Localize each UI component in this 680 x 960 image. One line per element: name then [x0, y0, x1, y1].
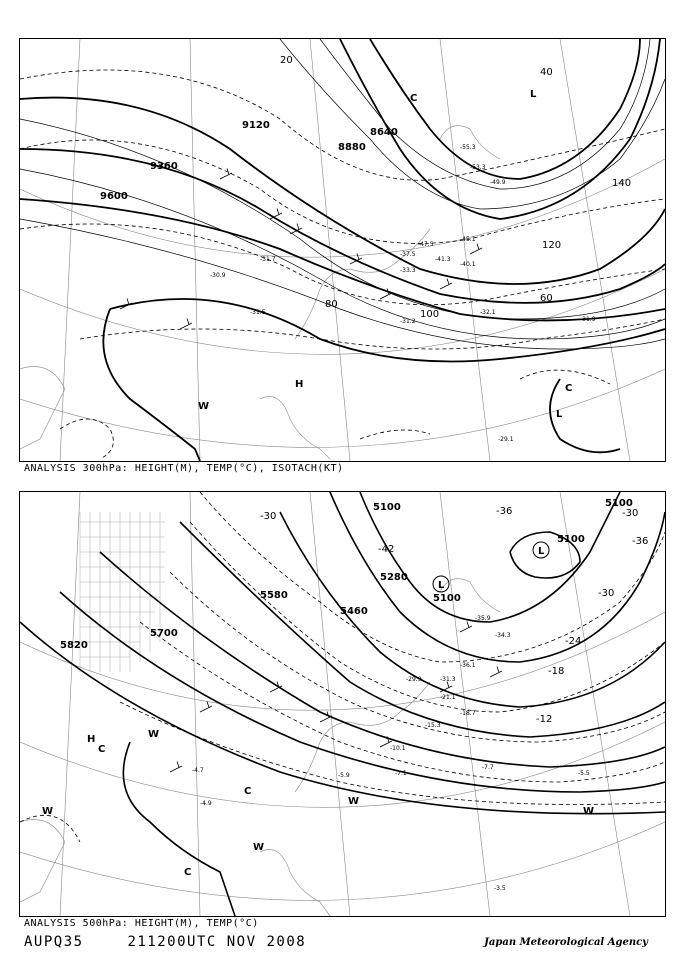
- temp-label: -10.1: [390, 745, 406, 752]
- pressure-centers-500: [42, 546, 594, 878]
- temp-label: -45.1: [460, 236, 476, 243]
- temp-label: -34.3: [495, 632, 511, 639]
- coastline: [20, 126, 500, 459]
- height-label: 5100: [433, 593, 461, 604]
- isotach-label: 120: [542, 240, 562, 251]
- pressure-center-cold: C: [565, 383, 573, 394]
- temp-label: -7.7: [482, 764, 494, 771]
- height-label: 5700: [150, 628, 178, 639]
- isotherm-label: -30: [598, 588, 615, 599]
- height-label: 5100: [605, 498, 633, 509]
- temp-label: -4.9: [200, 800, 212, 807]
- isotherms-300: [20, 70, 665, 459]
- footer-product-line: [24, 934, 306, 950]
- height-label: 9600: [100, 191, 128, 202]
- isotach-label: 140: [612, 178, 632, 189]
- temp-label: -49.9: [490, 179, 506, 186]
- temp-labels-300: [210, 144, 596, 443]
- map-300hpa-graphics: [20, 39, 665, 461]
- temp-label: -53.3: [470, 164, 486, 171]
- height-label: 5460: [340, 606, 368, 617]
- temp-label: -40.1: [460, 261, 476, 268]
- temp-label: -55.3: [460, 144, 476, 151]
- height-labels-300: [100, 120, 398, 202]
- map-500hpa: [19, 491, 666, 917]
- pressure-center-warm: W: [253, 842, 265, 853]
- temp-label: -31.3: [440, 676, 456, 683]
- temp-label: -41.3: [435, 256, 451, 263]
- isotherm-label: -42: [378, 544, 395, 555]
- isotherm-label: -30: [260, 511, 277, 522]
- temp-label: -5.9: [338, 772, 350, 779]
- temp-label: -29.9: [406, 676, 422, 683]
- pressure-center-high: H: [87, 734, 96, 745]
- temp-label: -4.7: [192, 767, 204, 774]
- height-label: 5580: [260, 590, 288, 601]
- pressure-center-warm: W: [148, 729, 160, 740]
- hatched-area: [80, 512, 165, 672]
- isotherm-label: -36: [496, 506, 513, 517]
- height-label: 9120: [242, 120, 270, 131]
- temp-label: -32.1: [480, 309, 496, 316]
- map-500hpa-graphics: [20, 492, 665, 916]
- height-labels-500: [60, 498, 633, 651]
- pressure-center-warm: W: [198, 401, 210, 412]
- caption-500hpa: ANALYSIS 500hPa: HEIGHT(M), TEMP(°C): [24, 918, 259, 929]
- isotach-label: 100: [420, 309, 440, 320]
- temp-label: -7.1: [395, 770, 407, 777]
- isotach-label: 60: [540, 293, 553, 304]
- isotherm-label: -36: [632, 536, 649, 547]
- temp-label: -5.5: [578, 770, 590, 777]
- temp-label: -18.7: [460, 710, 476, 717]
- pressure-center-low: L: [538, 546, 545, 557]
- height-label: 5100: [557, 534, 585, 545]
- pressure-center-low: L: [438, 580, 445, 591]
- temp-label: -3.5: [494, 885, 506, 892]
- temp-label: -31.5: [250, 309, 266, 316]
- pressure-center-low: L: [556, 409, 563, 420]
- pressure-center-high: H: [295, 379, 304, 390]
- temp-labels-500: [192, 615, 590, 892]
- temp-label: -36.1: [460, 662, 476, 669]
- agency-name: Japan Meteorological Agency: [484, 937, 648, 948]
- height-label: 5280: [380, 572, 408, 583]
- isotherm-label: -24: [565, 636, 582, 647]
- pressure-center-cold: C: [184, 867, 192, 878]
- height-label: 8640: [370, 127, 398, 138]
- pressure-center-cold: C: [98, 744, 106, 755]
- temp-label: -31.7: [260, 256, 276, 263]
- pressure-center-warm: W: [348, 796, 360, 807]
- isotach-label: 40: [540, 67, 553, 78]
- graticule: [20, 492, 665, 916]
- isotach-label: 80: [325, 299, 338, 310]
- height-label: 5820: [60, 640, 88, 651]
- temp-label: -35.9: [475, 615, 491, 622]
- height-contours-500: [20, 492, 665, 916]
- map-300hpa: [19, 38, 666, 462]
- pressure-center-warm: W: [42, 806, 54, 817]
- pressure-center-cold: C: [244, 786, 252, 797]
- pressure-center-warm: W: [583, 806, 595, 817]
- temp-label: -37.5: [400, 251, 416, 258]
- height-label: 9360: [150, 161, 178, 172]
- isotherm-label: -18: [548, 666, 565, 677]
- height-label: 8880: [338, 142, 366, 153]
- temp-label: -30.9: [210, 272, 226, 279]
- isotherm-label: -12: [536, 714, 553, 725]
- temp-label: -31.9: [580, 316, 596, 323]
- height-label: 5100: [373, 502, 401, 513]
- temp-label: -29.1: [498, 436, 514, 443]
- isotherm-label: -30: [622, 508, 639, 519]
- pressure-center-low: L: [530, 89, 537, 100]
- temp-label: -21.1: [440, 694, 456, 701]
- coastline: [20, 579, 500, 916]
- analysis-datetime: 211200UTC NOV 2008: [127, 934, 307, 950]
- pressure-center-cold: C: [410, 93, 418, 104]
- temp-label: -47.5: [418, 241, 434, 248]
- temp-label: -15.3: [425, 722, 441, 729]
- product-code: AUPQ35: [24, 934, 84, 950]
- temp-label: -33.3: [400, 267, 416, 274]
- height-contours-300: [20, 39, 665, 461]
- temp-label: -31.2: [400, 318, 416, 325]
- caption-300hpa: ANALYSIS 300hPa: HEIGHT(M), TEMP(°C), ISOTACH(KT): [24, 463, 344, 474]
- isotach-label: 20: [280, 55, 293, 66]
